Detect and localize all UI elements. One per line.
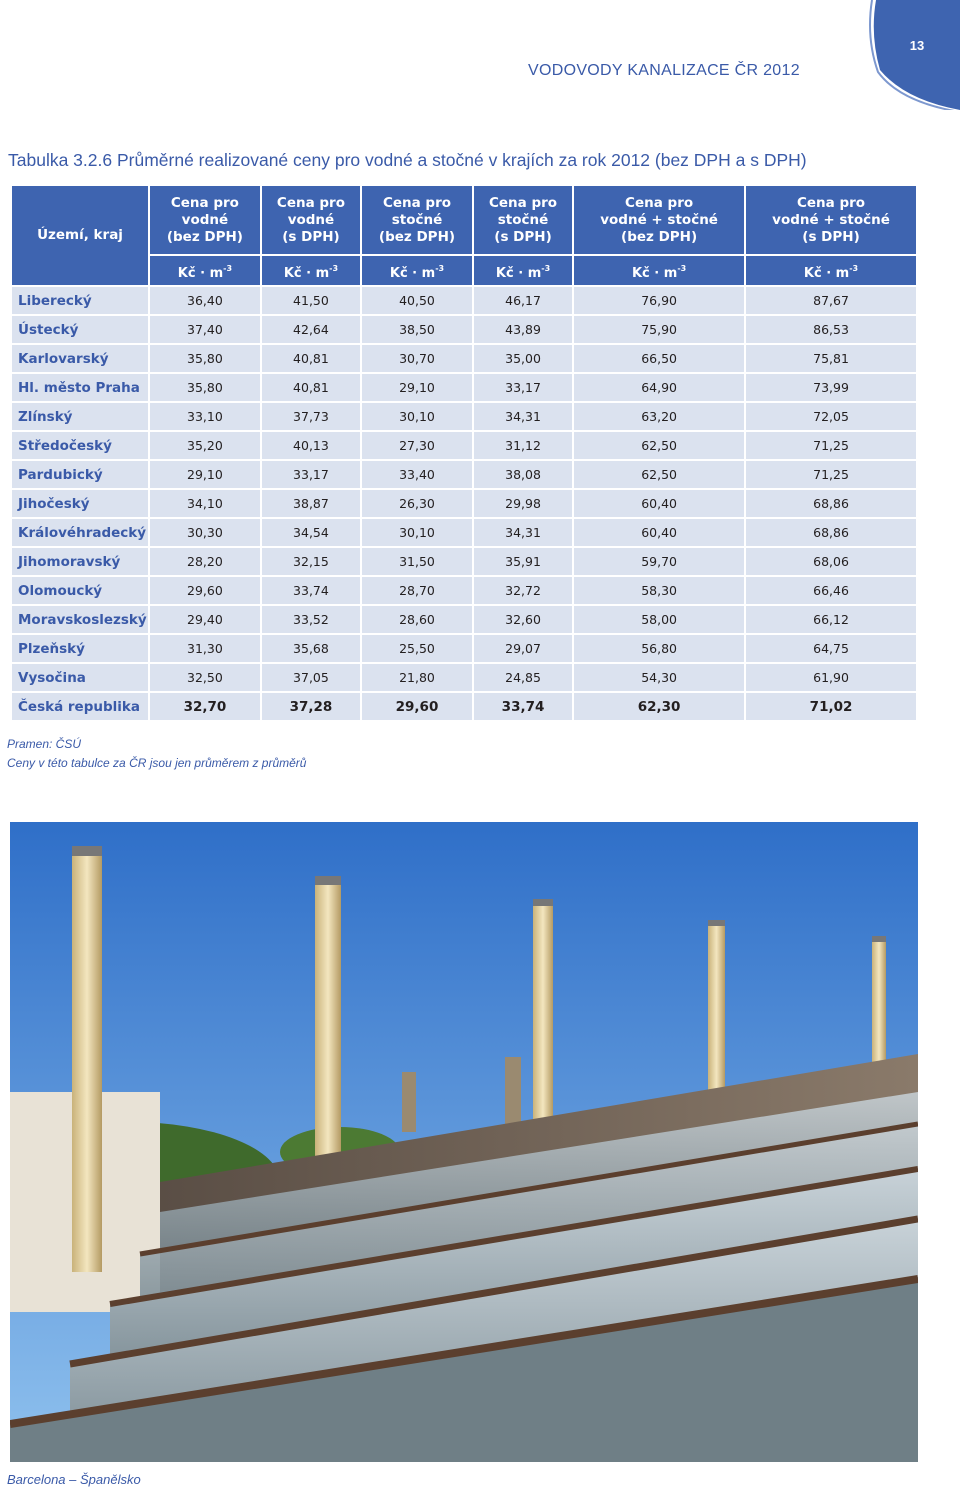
region-name: Moravskoslezský [12, 606, 148, 633]
price-value: 38,08 [474, 461, 572, 488]
price-value: 54,30 [574, 664, 744, 691]
unit-label: Kč · $m^{-3}$ [746, 256, 916, 285]
column-header: Cena pro vodné (bez DPH) [150, 186, 260, 254]
price-value: 71,25 [746, 432, 916, 459]
region-name: Ústecký [12, 316, 148, 343]
price-value: 31,30 [150, 635, 260, 662]
table-total-row [12, 693, 916, 720]
price-value: 33,10 [150, 403, 260, 430]
table-row [12, 403, 916, 430]
region-name: Liberecký [12, 287, 148, 314]
price-value: 24,85 [474, 664, 572, 691]
column-header: Cena pro stočné (bez DPH) [362, 186, 472, 254]
price-value: 29,10 [362, 374, 472, 401]
region-name: Pardubický [12, 461, 148, 488]
price-value: 29,60 [362, 693, 472, 720]
price-value: 25,50 [362, 635, 472, 662]
price-value: 58,30 [574, 577, 744, 604]
price-value: 68,86 [746, 519, 916, 546]
source-note: Pramen: ČSÚ [7, 737, 82, 751]
column-header: Cena pro vodné + stočné (s DPH) [746, 186, 916, 254]
price-value: 30,10 [362, 403, 472, 430]
table-row [12, 664, 916, 691]
price-value: 62,30 [574, 693, 744, 720]
price-value: 38,87 [262, 490, 360, 517]
unit-label: Kč · $m^{-3}$ [474, 256, 572, 285]
price-value: 66,12 [746, 606, 916, 633]
price-value: 29,60 [150, 577, 260, 604]
price-value: 72,05 [746, 403, 916, 430]
table-header-row [12, 186, 916, 254]
price-value: 42,64 [262, 316, 360, 343]
price-value: 28,70 [362, 577, 472, 604]
unit-label: Kč · $m^{-3}$ [262, 256, 360, 285]
price-value: 29,40 [150, 606, 260, 633]
price-value: 40,81 [262, 345, 360, 372]
price-value: 31,12 [474, 432, 572, 459]
region-name: Královéhradecký [12, 519, 148, 546]
price-value: 32,70 [150, 693, 260, 720]
price-value: 56,80 [574, 635, 744, 662]
price-value: 64,75 [746, 635, 916, 662]
region-name: Plzeňský [12, 635, 148, 662]
price-value: 38,50 [362, 316, 472, 343]
price-value: 68,06 [746, 548, 916, 575]
price-value: 32,15 [262, 548, 360, 575]
price-value: 43,89 [474, 316, 572, 343]
table-row [12, 519, 916, 546]
table-row [12, 490, 916, 517]
column-header-region: Území, kraj [12, 186, 148, 285]
price-value: 30,10 [362, 519, 472, 546]
price-value: 40,81 [262, 374, 360, 401]
price-value: 46,17 [474, 287, 572, 314]
price-value: 61,90 [746, 664, 916, 691]
price-value: 66,50 [574, 345, 744, 372]
price-value: 35,68 [262, 635, 360, 662]
price-value: 33,74 [474, 693, 572, 720]
region-name: Karlovarský [12, 345, 148, 372]
unit-label: Kč · $m^{-3}$ [150, 256, 260, 285]
price-value: 34,31 [474, 519, 572, 546]
price-value: 35,00 [474, 345, 572, 372]
price-value: 37,28 [262, 693, 360, 720]
table-row [12, 316, 916, 343]
table-row [12, 432, 916, 459]
table-body [12, 287, 916, 720]
photo-caption: Barcelona – Španělsko [7, 1472, 141, 1487]
table-title: Tabulka 3.2.6 Průměrné realizované ceny pro vodné a stočné v krajích za rok 2012 (bez DPH a s DPH) [8, 150, 807, 170]
price-value: 60,40 [574, 519, 744, 546]
region-name: Středočeský [12, 432, 148, 459]
region-name: Vysočina [12, 664, 148, 691]
column-header: Cena pro vodné + stočné (bez DPH) [574, 186, 744, 254]
price-value: 34,54 [262, 519, 360, 546]
price-value: 71,25 [746, 461, 916, 488]
price-value: 34,10 [150, 490, 260, 517]
region-name: Jihomoravský [12, 548, 148, 575]
price-value: 62,50 [574, 461, 744, 488]
price-value: 35,20 [150, 432, 260, 459]
column-header: Cena pro stočné (s DPH) [474, 186, 572, 254]
price-value: 63,20 [574, 403, 744, 430]
price-value: 75,81 [746, 345, 916, 372]
price-value: 29,10 [150, 461, 260, 488]
region-name: Jihočeský [12, 490, 148, 517]
region-name: Olomoucký [12, 577, 148, 604]
price-value: 36,40 [150, 287, 260, 314]
running-header: VODOVODY KANALIZACE ČR 2012 [528, 62, 800, 79]
price-value: 58,00 [574, 606, 744, 633]
unit-label: Kč · $m^{-3}$ [574, 256, 744, 285]
price-value: 37,40 [150, 316, 260, 343]
price-table [10, 184, 918, 722]
price-value: 37,73 [262, 403, 360, 430]
price-value: 27,30 [362, 432, 472, 459]
price-value: 31,50 [362, 548, 472, 575]
price-value: 33,74 [262, 577, 360, 604]
price-value: 28,60 [362, 606, 472, 633]
page-number: 13 [909, 38, 925, 53]
page-corner-decoration [0, 0, 960, 110]
table-row [12, 635, 916, 662]
table-row [12, 577, 916, 604]
price-value: 62,50 [574, 432, 744, 459]
table-row [12, 548, 916, 575]
price-value: 30,70 [362, 345, 472, 372]
price-value: 33,17 [474, 374, 572, 401]
footnote: Ceny v této tabulce za ČR jsou jen průměrem z průměrů [7, 756, 307, 770]
photo-barcelona-fountain [10, 822, 918, 1462]
price-value: 71,02 [746, 693, 916, 720]
price-value: 26,30 [362, 490, 472, 517]
price-value: 33,40 [362, 461, 472, 488]
price-value: 32,60 [474, 606, 572, 633]
price-value: 87,67 [746, 287, 916, 314]
price-value: 73,99 [746, 374, 916, 401]
price-value: 28,20 [150, 548, 260, 575]
price-value: 29,98 [474, 490, 572, 517]
price-value: 34,31 [474, 403, 572, 430]
table-row [12, 345, 916, 372]
region-name: Hl. město Praha [12, 374, 148, 401]
price-value: 37,05 [262, 664, 360, 691]
price-value: 32,72 [474, 577, 572, 604]
price-value: 33,52 [262, 606, 360, 633]
price-value: 76,90 [574, 287, 744, 314]
column-header: Cena pro vodné (s DPH) [262, 186, 360, 254]
price-value: 35,80 [150, 345, 260, 372]
price-value: 30,30 [150, 519, 260, 546]
region-name: Česká republika [12, 693, 148, 720]
table-row [12, 606, 916, 633]
price-value: 29,07 [474, 635, 572, 662]
price-value: 41,50 [262, 287, 360, 314]
price-value: 35,80 [150, 374, 260, 401]
price-value: 60,40 [574, 490, 744, 517]
price-value: 21,80 [362, 664, 472, 691]
price-value: 75,90 [574, 316, 744, 343]
table-row [12, 461, 916, 488]
table-row [12, 287, 916, 314]
price-value: 40,13 [262, 432, 360, 459]
region-name: Zlínský [12, 403, 148, 430]
price-value: 40,50 [362, 287, 472, 314]
price-value: 59,70 [574, 548, 744, 575]
price-value: 86,53 [746, 316, 916, 343]
price-value: 33,17 [262, 461, 360, 488]
unit-label: Kč · $m^{-3}$ [362, 256, 472, 285]
table-row [12, 374, 916, 401]
price-value: 68,86 [746, 490, 916, 517]
price-value: 32,50 [150, 664, 260, 691]
price-value: 35,91 [474, 548, 572, 575]
price-value: 66,46 [746, 577, 916, 604]
price-value: 64,90 [574, 374, 744, 401]
